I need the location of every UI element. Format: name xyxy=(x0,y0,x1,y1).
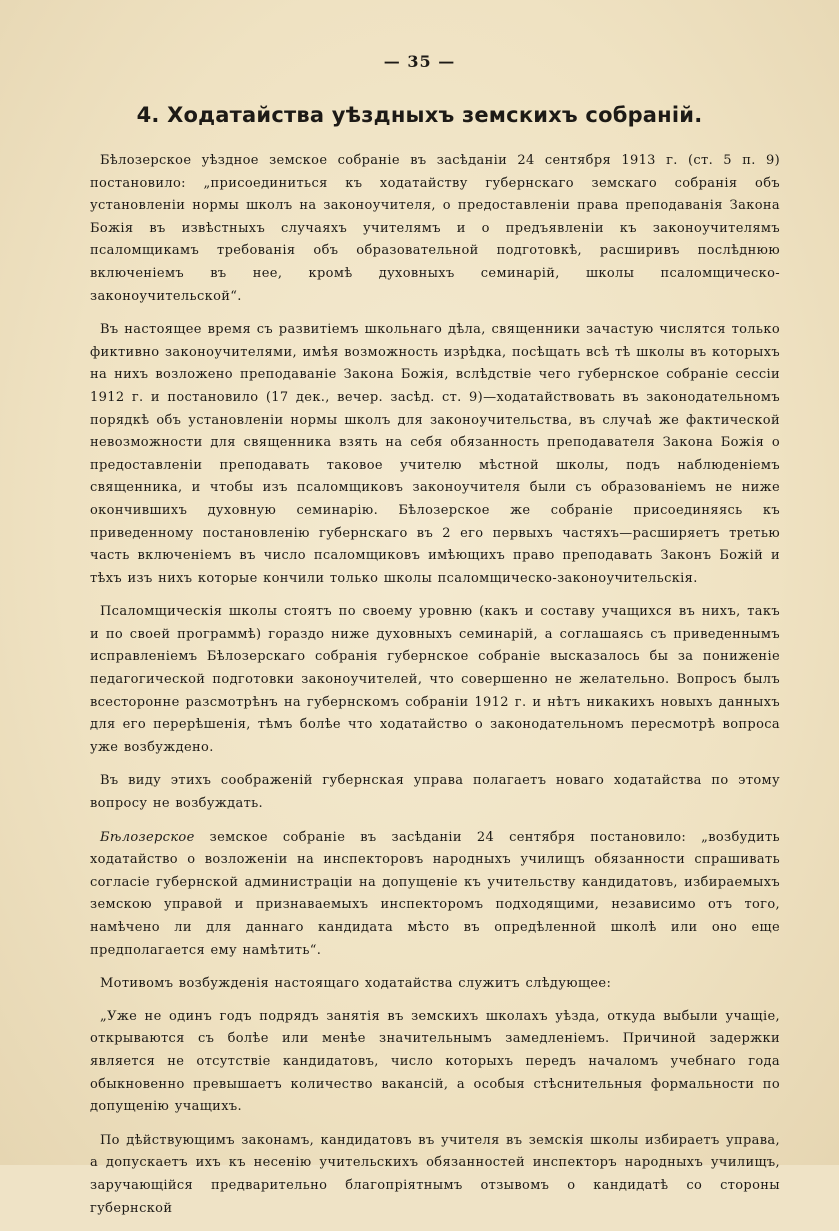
paragraph-7: „Уже не одинъ годъ подрядъ занятія въ земскихъ школахъ уѣзда, откуда выбыли учащіе, открываются съ болѣе или менѣе значительнымъ замедленіемъ. Причиной задержки является не отсутствіе кандидатовъ, число которыхъ передъ началомъ учебнаго года обыкновенно превышаетъ количество вакансій, а особыя стѣснительныя формальности по допущенію учащихъ. xyxy=(90,1008,780,1115)
paragraph-4: Въ виду этихъ соображеній губернская управа полагаетъ новаго ходатайства по этому вопросу не возбуждать. xyxy=(90,773,780,812)
paragraph-5-lead: Бѣлозерское xyxy=(100,829,195,845)
paragraph-1: Бѣлозерское уѣздное земское собраніе въ засѣданіи 24 сентября 1913 г. (ст. 5 п. 9) постановило: „присоединиться къ ходатайству губернскаго земскаго собранія объ установленіи нормы школъ на законоучителя, о предоставленіи права преподаванія Закона Божія въ извѣстныхъ случаяхъ учителямъ и о предъявленіи къ законоучителямъ псаломщикамъ требованія объ образовательной подготовкѣ, расширивъ послѣднюю включеніемъ въ нее, кромѣ духовныхъ семинарій, школы псаломщическо-законоучительской“. xyxy=(90,153,780,304)
paragraph-6: Мотивомъ возбужденія настоящаго ходатайства служитъ слѣдующее: xyxy=(100,976,612,992)
paragraph-2: Въ настоящее время съ развитіемъ школьнаго дѣла, священники зачастую числятся только фиктивно законоучителями, имѣя возможность изрѣдка, посѣщать всѣ тѣ школы въ которыхъ на нихъ возложено преподаваніе Закона Божія, вслѣдствіе чего губернское собраніе сессіи 1912 г. и постановило (17 дек., вечер. засѣд. ст. 9)—ходатайствовать въ законодательномъ порядкѣ объ установленіи нормы школъ для законоучительства, въ случаѣ же фактической невозможности для священника взять на себя обязанность преподавателя Закона Божія о предоставленіи преподавать таковое учителю мѣстной школы, подъ наблюденіемъ священника, и чтобы изъ псаломщиковъ законоучителя были съ образованіемъ не ниже окончившихъ духовную семинарію. Бѣлозерское же собраніе присоединяясь къ приведенному постановленію губернскаго въ 2 его первыхъ частяхъ—расширяетъ третью часть включеніемъ въ число псаломщиковъ имѣющихъ право преподавать Законъ Божій и тѣхъ изъ нихъ которые кончили только школы псаломщическо-законоучительскія. xyxy=(90,322,780,586)
paragraph-5-rest: земское собраніе въ засѣданіи 24 сентября постановило: „возбудить ходатайство о возложеніи на инспекторовъ народныхъ училищъ обязанности спрашивать согласіе губернской администраціи на допущеніе къ учительству кандидатовъ, избираемыхъ земскою управой и признаваемыхъ инспекторомъ подходящими, независимо отъ того, намѣчено ли для даннаго кандидата мѣсто въ опредѣленной школѣ или оно еще предполагается ему намѣтить“. xyxy=(90,829,780,958)
paragraph-5 xyxy=(90,827,780,963)
document-body xyxy=(90,150,780,1231)
paragraph-3: Псаломщическія школы стоятъ по своему уровню (какъ и составу учащихся въ нихъ, такъ и по своей программѣ) гораздо ниже духовныхъ семинарій, а соглашаясь съ приведеннымъ исправленіемъ Бѣлозерскаго собранія губернское собраніе высказалось бы за пониженіе педагогической подготовки законоучителей, что совершенно не желательно. Вопросъ былъ всесторонне разсмотрѣнъ на губернскомъ собраніи 1912 г. и нѣтъ никакихъ новыхъ данныхъ для его перерѣшенія, тѣмъ болѣе что ходатайство о законодательномъ пересмотрѣ вопроса уже возбуждено. xyxy=(90,604,780,755)
section-heading: 4. Ходатайства уѣздныхъ земскихъ собраній. xyxy=(136,103,703,127)
page-number: — 35 — xyxy=(383,52,456,71)
paragraph-8: По дѣйствующимъ законамъ, кандидатовъ въ учителя въ земскія школы избираетъ управа, а допускаетъ ихъ къ несенію учительскихъ обязанностей инспекторъ народныхъ училищъ, заручающійся предварительно благопріятнымъ отзывомъ о кандидатѣ со стороны губернской xyxy=(90,1132,780,1216)
